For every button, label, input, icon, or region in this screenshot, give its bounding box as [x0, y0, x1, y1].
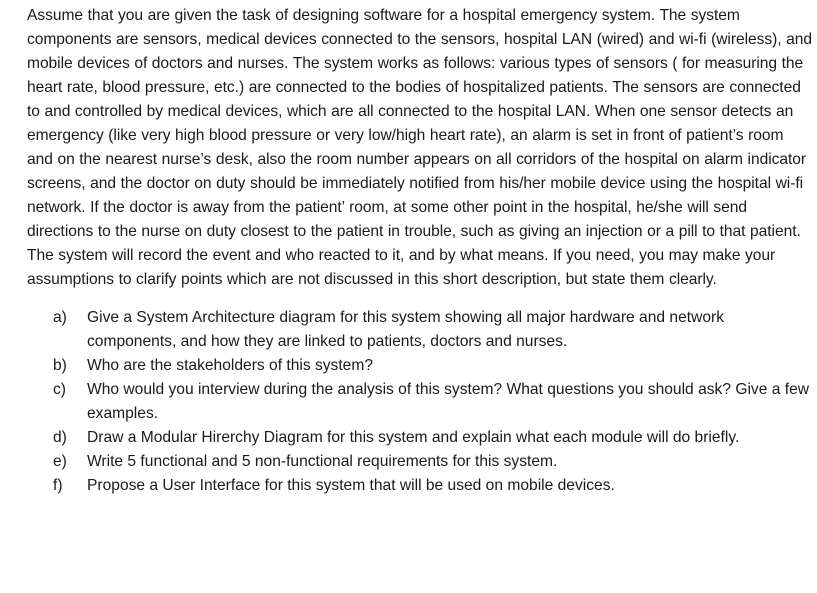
intro-paragraph: Assume that you are given the task of designing software for a hospital emergency system. The system components are sensors, medical devices connected to the sensors, hospital LAN (wired) and wi-fi (wireless), and mobile devices of doctors and nurses. The system works as follows: various types of sensors ( for measuring the heart rate, blood pressure, etc.) are connected to the bodies of hospitalized patients. The sensors are connected to and controlled by medical devices, which are all connected to the hospital LAN. When one sensor detects an emergency (like very high blood pressure or very low/high heart rate), an alarm is set in front of patient’s room and on the nearest nurse’s desk, also the room number appears on all corridors of the hospital on alarm indicator screens, and the doctor on duty should be immediately notified from his/her mobile device using the hospital wi-fi network. If the doctor is away from the patient’ room, at some other point in the hospital, he/she will send directions to the nurse on duty closest to the patient in trouble, such as giving an injection or a pill to that patient. The system will record the event and who reacted to it, and by what means. If you need, you may make your assumptions to clarify points which are not discussed in this short description, but state them clearly.	[27, 7, 813, 288]
question-label: a)	[53, 309, 67, 326]
question-text: Who would you interview during the analysis of this system? What questions you should ask? Give a few examples.	[87, 381, 810, 422]
question-item-a	[27, 306, 812, 354]
question-label: d)	[53, 429, 67, 446]
question-text: Draw a Modular Hirerchy Diagram for this system and explain what each module will do briefly.	[87, 429, 740, 446]
question-label: e)	[53, 453, 67, 470]
question-list	[27, 306, 812, 498]
question-label: f)	[53, 477, 63, 494]
question-item-d	[27, 426, 812, 450]
question-label: c)	[53, 381, 66, 398]
document-page	[27, 4, 812, 498]
question-text: Propose a User Interface for this system that will be used on mobile devices.	[87, 477, 615, 494]
question-item-c	[27, 378, 812, 426]
question-text: Who are the stakeholders of this system?	[87, 357, 374, 374]
question-item-e	[27, 450, 812, 474]
question-text: Give a System Architecture diagram for this system showing all major hardware and network components, and how they are linked to patients, doctors and nurses.	[87, 309, 725, 350]
question-item-f	[27, 474, 812, 498]
question-label: b)	[53, 357, 67, 374]
question-text: Write 5 functional and 5 non-functional requirements for this system.	[87, 453, 558, 470]
question-item-b	[27, 354, 812, 378]
